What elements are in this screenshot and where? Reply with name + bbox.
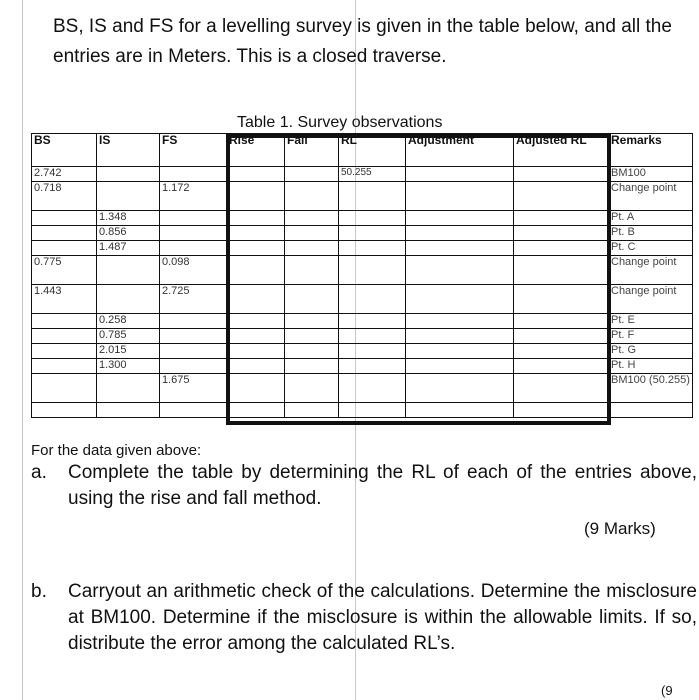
- table-cell: [32, 211, 97, 226]
- table-cell: [160, 241, 227, 256]
- table-cell: BM100 (50.255): [609, 374, 693, 403]
- table-cell: [97, 403, 160, 418]
- table-cell: [160, 314, 227, 329]
- question-b: [31, 579, 697, 657]
- question-b-label: b.: [31, 581, 47, 602]
- table-cell: Pt. E: [609, 314, 693, 329]
- column-header: FS: [160, 134, 227, 167]
- table-cell: Pt. C: [609, 241, 693, 256]
- column-header: Adjusted RL: [514, 134, 609, 167]
- table-cell: [609, 403, 693, 418]
- column-header: Adjustment: [406, 134, 514, 167]
- table-cell: [32, 344, 97, 359]
- column-header: RL: [339, 134, 406, 167]
- question-a-text: Complete the table by determining the RL of each of the entries above, using the rise and fall method.: [68, 462, 697, 509]
- table-cell: Pt. F: [609, 329, 693, 344]
- table-cell: [97, 256, 160, 285]
- column-header: IS: [97, 134, 160, 167]
- table-cell: [32, 241, 97, 256]
- table-cell: [160, 211, 227, 226]
- page-margin-line-left: [22, 0, 23, 700]
- table-cell: Pt. H: [609, 359, 693, 374]
- table-cell: 0.785: [97, 329, 160, 344]
- table-cell: 1.443: [32, 285, 97, 314]
- table-cell: 1.487: [97, 241, 160, 256]
- table-cell: [32, 359, 97, 374]
- table-cell: [97, 285, 160, 314]
- question-a-marks: (9 Marks): [584, 519, 656, 538]
- table-cell: 0.098: [160, 256, 227, 285]
- table-cell: Pt. A: [609, 211, 693, 226]
- table-cell: BM100: [609, 167, 693, 182]
- table-cell: [160, 167, 227, 182]
- question-b-text: Carryout an arithmetic check of the calculations. Determine the misclosure at BM100. Determine if the misclosure is within the allowable limits. If so, distribute the error among the calculated RL’s.: [68, 581, 697, 654]
- table-cell: [97, 167, 160, 182]
- column-header: Rise: [227, 134, 285, 167]
- column-header: Remarks: [609, 134, 693, 167]
- table-cell: [160, 226, 227, 241]
- question-a-label: a.: [31, 462, 47, 483]
- table-cell: [160, 359, 227, 374]
- table-cell: Change point: [609, 256, 693, 285]
- table-cell: [97, 374, 160, 403]
- column-header: Fall: [285, 134, 339, 167]
- table-cell: 0.775: [32, 256, 97, 285]
- table-cell: [97, 182, 160, 211]
- table-cell: 1.675: [160, 374, 227, 403]
- table-cell: [32, 374, 97, 403]
- table-cell: Change point: [609, 285, 693, 314]
- column-header: BS: [32, 134, 97, 167]
- table-cell: [160, 344, 227, 359]
- intro-paragraph: BS, IS and FS for a levelling survey is given in the table below, and all the entries are in Meters. This is a closed traverse.: [53, 16, 672, 67]
- table-cell: 0.258: [97, 314, 160, 329]
- table-cell: [160, 403, 227, 418]
- computed-columns-frame: [226, 134, 611, 425]
- for-data-label: For the data given above:: [31, 442, 202, 459]
- table-cell: 2.015: [97, 344, 160, 359]
- table-cell: [32, 314, 97, 329]
- question-b-marks: (9: [661, 683, 673, 698]
- table-cell: 0.718: [32, 182, 97, 211]
- table-cell: 2.742: [32, 167, 97, 182]
- table-cell: [32, 403, 97, 418]
- table-cell: [32, 226, 97, 241]
- table-cell: 2.725: [160, 285, 227, 314]
- question-a: [31, 460, 697, 512]
- table-caption: Table 1. Survey observations: [237, 114, 443, 131]
- table-cell: Change point: [609, 182, 693, 211]
- table-cell: 0.856: [97, 226, 160, 241]
- table-cell: Pt. B: [609, 226, 693, 241]
- table-cell: 1.172: [160, 182, 227, 211]
- table-cell: [160, 329, 227, 344]
- table-cell: Pt. G: [609, 344, 693, 359]
- table-cell: 1.348: [97, 211, 160, 226]
- table-cell: 1.300: [97, 359, 160, 374]
- table-cell: 50.255: [339, 167, 406, 182]
- table-cell: [32, 329, 97, 344]
